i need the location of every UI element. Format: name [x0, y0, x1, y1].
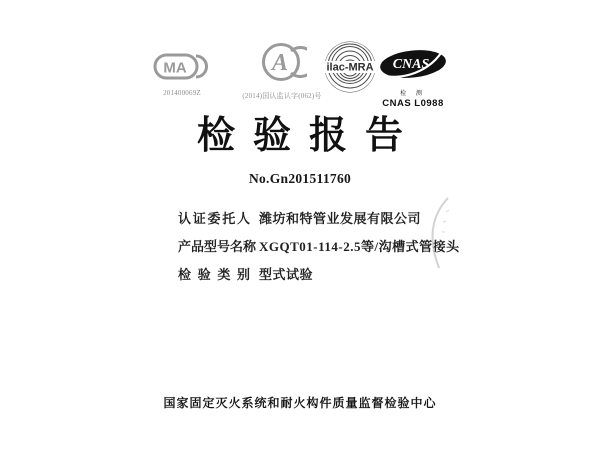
issuing-center-name: 国家固定灭火系统和耐火构件质量监督检验中心	[163, 396, 437, 410]
ilac-mra-label: ilac-MRA	[326, 61, 374, 74]
product-model-value: XGQT01-114-2.5等/沟槽式管接头	[259, 239, 460, 254]
product-model-label: 产品型号名称	[178, 239, 257, 254]
field-row-applicant	[178, 208, 460, 226]
ilac-mra-mark	[322, 40, 378, 99]
report-fields	[178, 208, 460, 292]
watermark-stamp-arc-icon	[424, 196, 452, 270]
cma-icon	[152, 50, 212, 82]
cal-mark	[232, 42, 332, 101]
cma-letters: MA	[163, 59, 187, 77]
inspection-type-label: 检验类别	[178, 267, 250, 282]
cal-icon	[257, 42, 307, 84]
cma-mark	[146, 50, 218, 97]
cma-cert-number: 201400069Z	[163, 89, 201, 97]
cnas-icon	[377, 47, 449, 82]
ilac-mra-icon	[323, 40, 377, 94]
cnas-scope-label: 检 测	[400, 91, 426, 97]
cal-cert-number: (2014)国认监认字(062)号	[242, 92, 322, 100]
report-number: No.Gn201511760	[248, 171, 352, 186]
applicant-value: 潍坊和特管业发展有限公司	[259, 211, 422, 226]
field-row-product-model	[178, 236, 460, 254]
cnas-letters: CNAS	[392, 57, 430, 72]
applicant-label: 认证委托人	[178, 211, 250, 226]
report-title: 检验报告	[196, 115, 421, 157]
cal-letter: A	[271, 50, 289, 76]
inspection-type-value: 型式试验	[259, 267, 314, 282]
cnas-cert-number: CNAS L0988	[382, 98, 444, 109]
field-row-inspection-type	[178, 264, 460, 282]
cnas-mark	[376, 47, 450, 109]
